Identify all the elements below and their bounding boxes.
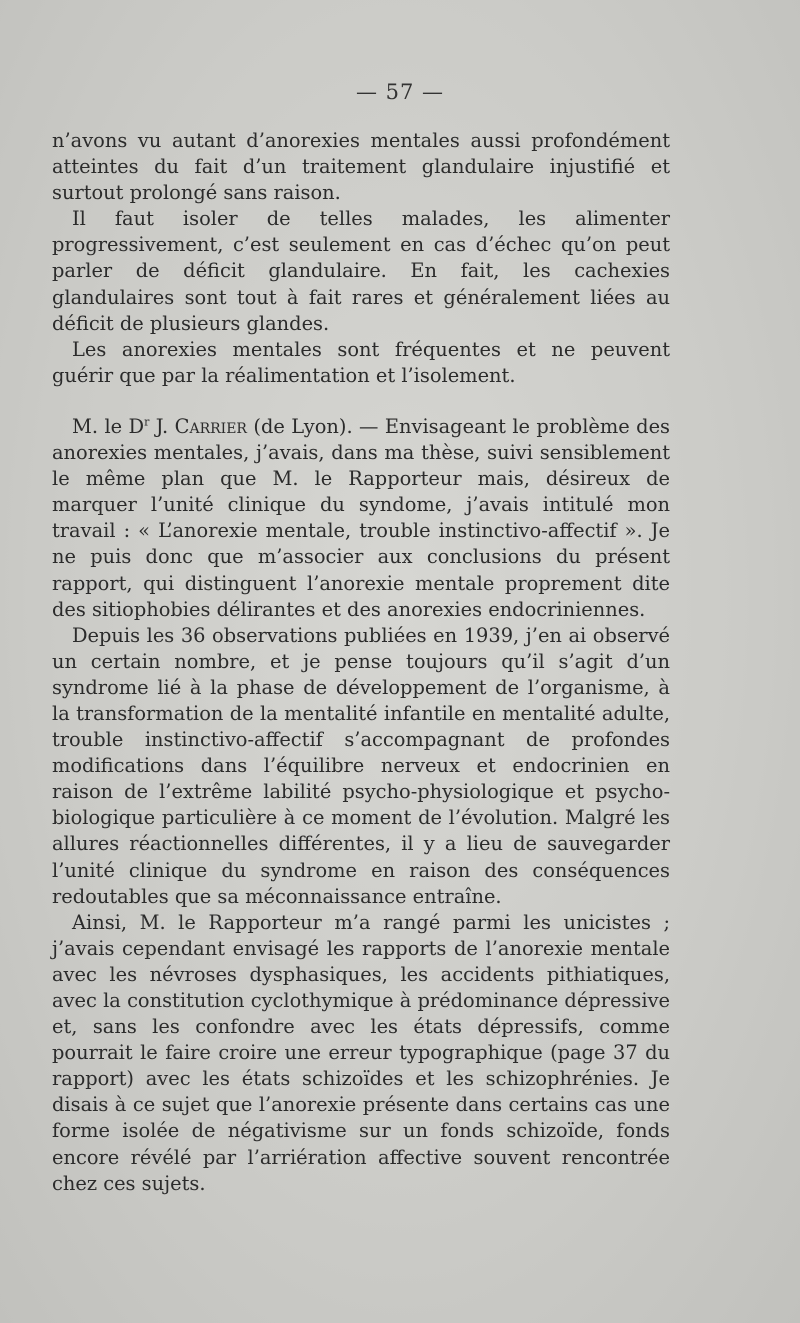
paragraph-observations: Depuis les 36 observations publiées en 1939, j’en ai observé un certain nombre, et je pense toujours qu’il s’agit d’un syndrome lié à la phase de développement de l’organisme, à la transformation de la mentalité infantile en mentalité adulte, trouble instinctivo-affectif s’accompagnant de profondes modifications dans l’équilibre nerveux et endocrinien en raison de l’extrême labilité psycho-physiologique et psycho-biologique particulière à ce moment de l’évolution. Malgré les allures réactionnelles différentes, il y a lieu de sauvegarder l’unité clinique du syndrome en raison des conséquences redoutables que sa méconnaissance entraîne. <box>52 623 670 908</box>
paragraph-carrier-text: (de Lyon). — Envisageant le problème des anorexies mentales, j’avais, dans ma thèse, suivi sensiblement le même plan que M. le Rapporteur mais, désireux de marquer l’unité clinique du syndome, j’avais intitulé mon travail : « L’anorexie mentale, trouble instinctivo-affectif ». Je ne puis donc que m’associer aux conclusions du présent rapport, qui distinguent l’anorexie mentale proprement dite des sitiophobies délirantes et des anorexies endocriniennes. <box>52 414 670 621</box>
speaker-initial: J. <box>149 414 175 438</box>
paragraph-continuation: n’avons vu autant d’anorexies mentales aussi profondément atteintes du fait d’un traitement glandulaire injustifié et surtout prolongé sans raison. <box>52 129 670 205</box>
paragraph-isolation: Il faut isoler de telles malades, les alimenter progressivement, c’est seulement en cas d’échec qu’on peut parler de déficit glandulaire. En fait, les cachexies glandulaires sont tout à fait rares et généralement liées au déficit de plusieurs glandes. <box>52 207 670 335</box>
speaker-name: Carrier <box>174 414 247 438</box>
paragraph-frequency: Les anorexies mentales sont fréquentes et ne peuvent guérir que par la réalimentation et l’isolement. <box>52 337 670 387</box>
paragraph-unicists: Ainsi, M. le Rapporteur m’a rangé parmi les unicistes ; j’avais cependant envisagé les rapports de l’anorexie mentale avec les névroses dysphasiques, les accidents pithiatiques, avec la constitution cyclothymique à prédominance dépressive et, sans les confondre avec les états dépressifs, comme pourrait le faire croire une erreur typographique (page 37 du rapport) avec les états schizoïdes et les schizophrénies. Je disais à ce sujet que l’anorexie présente dans certains cas une forme isolée de négativisme sur un fonds schizoïde, fonds encore révélé par l’arriération affective souvent rencontrée chez ces sujets. <box>52 910 670 1195</box>
speaker-prefix: M. le D <box>72 414 145 438</box>
page-number: — 57 — <box>355 80 445 104</box>
speaker-title-superscript: r <box>144 415 150 429</box>
paragraph-carrier-intervention <box>52 414 670 623</box>
body-text <box>52 128 670 1197</box>
